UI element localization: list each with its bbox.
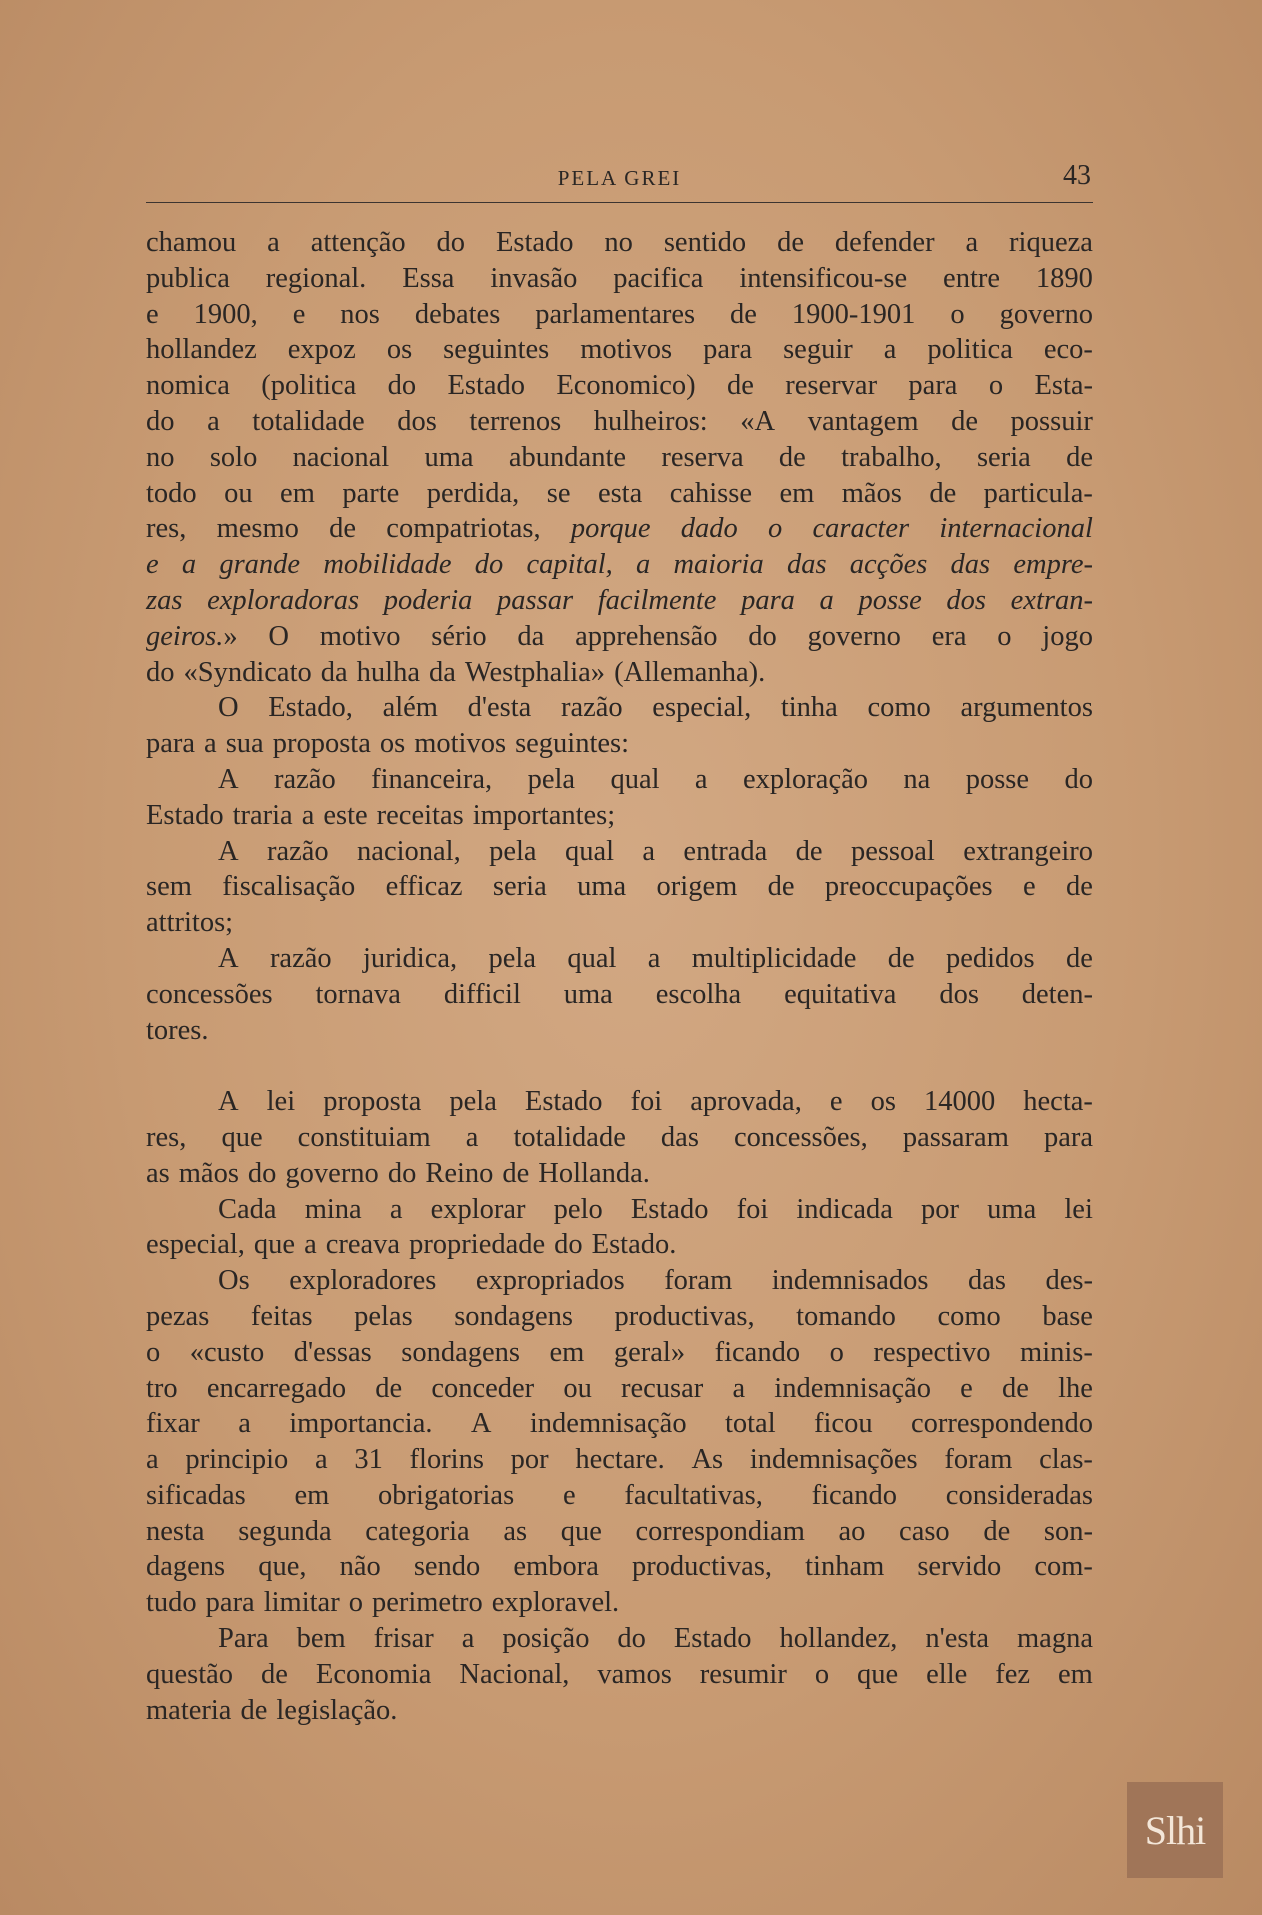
text-line: o «custo d'essas sondagens em geral» ficando o respectivo minis- — [146, 1336, 1093, 1368]
text-line: A lei proposta pela Estado foi aprovada, e os 14000 hecta- — [218, 1086, 1093, 1118]
page-number: 43 — [1063, 160, 1091, 191]
library-stamp-logo: Slhi — [1127, 1782, 1223, 1878]
text-line: e a grande mobilidade do capital, a maioria das acções das empre- — [146, 549, 1093, 581]
text-line: para a sua proposta os motivos seguintes: — [146, 728, 630, 760]
text-line: sem fiscalisação efficaz seria uma origem de preoccupações e de — [146, 871, 1093, 903]
text-line: e 1900, e nos debates parlamentares de 1900-1901 o governo — [146, 298, 1093, 330]
text-line: pezas feitas pelas sondagens productivas, tomando como base — [146, 1300, 1093, 1332]
text-line: publica regional. Essa invasão pacifica intensificou-se entre 1890 — [146, 262, 1093, 294]
text-line: res, mesmo de compatriotas, porque dado o caracter internacional — [146, 513, 1093, 545]
text-line: a principio a 31 florins por hectare. As indemnisações foram clas- — [146, 1444, 1093, 1476]
text-line: O Estado, além d'esta razão especial, tinha como argumentos — [218, 692, 1093, 724]
text-line: tudo para limitar o perimetro exploravel. — [146, 1587, 620, 1619]
body-text — [146, 225, 1093, 1728]
text-line: chamou a attenção do Estado no sentido de defender a riqueza — [146, 227, 1093, 258]
text-line: concessões tornava difficil uma escolha equitativa dos deten- — [146, 978, 1093, 1010]
text-line: geiros.» O motivo sério da apprehensão do governo era o jogo — [146, 620, 1093, 652]
text-line: tores. — [146, 1014, 209, 1046]
text-line: A razão nacional, pela qual a entrada de pessoal extrangeiro — [218, 835, 1093, 867]
text-line: Os exploradores expropriados foram indemnisados das des- — [218, 1265, 1093, 1297]
text-line: Para bem frisar a posição do Estado hollandez, n'esta magna — [218, 1623, 1093, 1655]
text-line: sificadas em obrigatorias e facultativas, ficando consideradas — [146, 1479, 1093, 1511]
text-line: attritos; — [146, 907, 234, 939]
text-line: nomica (politica do Estado Economico) de reservar para o Esta- — [146, 370, 1093, 402]
text-line: as mãos do governo do Reino de Hollanda. — [146, 1157, 650, 1189]
text-line: no solo nacional uma abundante reserva de trabalho, seria de — [146, 441, 1093, 473]
text-line: especial, que a creava propriedade do Estado. — [146, 1229, 677, 1261]
text-line: dagens que, não sendo embora productivas, tinham servido com- — [146, 1551, 1093, 1583]
running-title: PELA GREI — [557, 166, 682, 190]
text-line: Estado traria a este receitas importantes; — [146, 799, 616, 831]
text-line: fixar a importancia. A indemnisação total ficou correspondendo — [146, 1408, 1093, 1440]
text-line: do «Syndicato da hulha da Westphalia» (Allemanha). — [146, 656, 766, 688]
text-line: nesta segunda categoria as que correspondiam ao caso de son- — [146, 1515, 1093, 1547]
text-line: materia de legislação. — [146, 1694, 398, 1726]
text-line: todo ou em parte perdida, se esta cahisse em mãos de particula- — [146, 477, 1093, 509]
text-line: A razão financeira, pela qual a exploração na posse do — [218, 763, 1093, 795]
text-line: tro encarregado de conceder ou recusar a indemnisação e de lhe — [146, 1372, 1093, 1404]
text-line: Cada mina a explorar pelo Estado foi indicada por uma lei — [218, 1193, 1093, 1225]
text-line: do a totalidade dos terrenos hulheiros: «A vantagem de possuir — [146, 405, 1093, 437]
page-header — [146, 160, 1093, 203]
text-line: zas exploradoras poderia passar facilmente para a posse dos extran- — [146, 584, 1093, 616]
text-line: A razão juridica, pela qual a multiplicidade de pedidos de — [218, 942, 1093, 974]
text-line: res, que constituiam a totalidade das concessões, passaram para — [146, 1121, 1093, 1153]
text-line: questão de Economia Nacional, vamos resumir o que elle fez em — [146, 1658, 1093, 1690]
text-line: hollandez expoz os seguintes motivos para seguir a politica eco- — [146, 334, 1093, 366]
